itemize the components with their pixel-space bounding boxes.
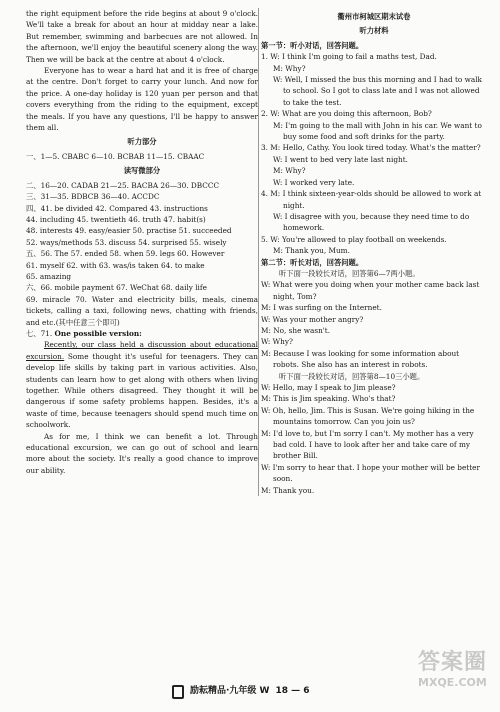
dialogue-line bbox=[261, 51, 487, 62]
exam-title: 衢州市柯城区期末试卷 bbox=[337, 12, 411, 21]
speaker: M: bbox=[270, 143, 281, 153]
listening-answers: 一、1—5. CBABC 6—10. BCBAB 11—15. CBAAC bbox=[26, 151, 205, 161]
footer-brand: 励耘精品·九年级 W bbox=[190, 686, 270, 697]
writing-title: One possible version: bbox=[54, 328, 142, 338]
speaker: M: bbox=[261, 348, 271, 358]
utterance: Oh, hello, Jim. This is Susan. We're going hiking in the mountains tomorrow. Can you join us? bbox=[272, 405, 475, 427]
utterance: What were you doing when your mother came back last night, Tom? bbox=[272, 280, 480, 301]
dialogue-line bbox=[261, 428, 487, 462]
utterance: Hello, Cathy. You look tired today. What's the matter? bbox=[282, 143, 481, 153]
question-number: 5. bbox=[261, 234, 268, 244]
listening-heading: 听力部分 bbox=[127, 137, 157, 147]
page-footer bbox=[172, 683, 332, 701]
utterance: This is Jim speaking. Who's that? bbox=[273, 394, 396, 404]
utterance: Thank you, Mum. bbox=[285, 246, 350, 256]
watermark-text: 答案圈 bbox=[418, 650, 488, 675]
utterance: Was your mother angry? bbox=[272, 314, 364, 324]
utterance: I went to bed very late last night. bbox=[284, 154, 408, 164]
long-dialogue-1-intro: 听下面一段较长对话，回答第6—7两小题。 bbox=[279, 268, 420, 278]
utterance: Why? bbox=[285, 166, 306, 176]
right-column bbox=[258, 8, 487, 496]
answer-line: 三、31—35. BDBCB 36—40. ACCDC bbox=[26, 192, 160, 202]
short-dialogues bbox=[261, 51, 487, 256]
footer-page-number: 18 — 6 bbox=[275, 686, 310, 697]
speaker: W: bbox=[270, 234, 280, 244]
speaker: W: bbox=[270, 109, 280, 119]
answer-line: 61. myself 62. with 63. was/is taken 64. to make bbox=[26, 260, 205, 270]
answer-line: 44. including 45. twentieth 46. truth 47. habit(s) bbox=[26, 214, 206, 224]
dialogue-line bbox=[261, 382, 487, 393]
dialogue-line bbox=[261, 177, 487, 188]
utterance: No, she wasn't. bbox=[273, 325, 331, 335]
speaker: M: bbox=[261, 303, 271, 313]
passage-end-paragraph-1: the right equipment before the ride begins at about 9 o'clock. We'll take a break for about an hour at midday near a lake. But remember, swimming and barbecues are not allowed. In the afternoon, we'll enjoy the beautiful scenery along the way. Then we will be back at the centre at about 4 o'clock. bbox=[26, 9, 258, 64]
dialogue-line bbox=[261, 211, 487, 234]
watermark-logo bbox=[418, 650, 498, 708]
dialogue-line bbox=[261, 314, 487, 325]
question-number: 3. bbox=[261, 143, 268, 153]
writing-heading bbox=[26, 328, 258, 339]
long-dialogue-2 bbox=[261, 382, 487, 496]
utterance: Why? bbox=[272, 337, 293, 347]
utterance: I'm sorry to hear that. I hope your mother will be better soon. bbox=[272, 462, 480, 484]
utterance: I'd love to, but I'm sorry I can't. My mother has a very bad cold. I have to look after her and take care of my brother Bill. bbox=[273, 428, 474, 461]
utterance: What are you doing this afternoon, Bob? bbox=[281, 109, 432, 119]
utterance: You're allowed to play football on weekends. bbox=[281, 234, 447, 244]
dialogue-line bbox=[261, 108, 487, 119]
brand-logo-icon bbox=[172, 685, 184, 699]
utterance: I worked very late. bbox=[284, 177, 355, 187]
speaker: M: bbox=[270, 189, 281, 199]
utterance: Hello, may I speak to Jim please? bbox=[272, 383, 396, 392]
section-1-heading: 第一节：听小对话，回答问题。 bbox=[261, 40, 364, 50]
dialogue-line bbox=[261, 234, 487, 245]
speaker: M: bbox=[273, 63, 283, 73]
answer-line: 二、16—20. CADAB 21—25. BACBA 26—30. DBCCC bbox=[26, 180, 220, 190]
utterance: I'm going to the mall with John in his car. We want to buy some food and soft drinks for the party. bbox=[283, 120, 482, 142]
dialogue-line bbox=[261, 336, 487, 347]
answer-line: 六、66. mobile payment 67. WeChat 68. daily life bbox=[26, 283, 207, 293]
dialogue-line bbox=[261, 485, 487, 496]
speaker: M: bbox=[273, 120, 283, 130]
speaker: W: bbox=[261, 280, 271, 290]
dialogue-line bbox=[261, 120, 487, 143]
dialogue-line bbox=[261, 154, 487, 165]
dialogue-line bbox=[261, 279, 487, 302]
question-number: 4. bbox=[261, 189, 268, 199]
utterance: I think sixteen-year-olds should be allowed to work at night. bbox=[282, 189, 482, 210]
question-number: 1. bbox=[261, 52, 268, 62]
answer-line: 65. amazing bbox=[26, 271, 72, 281]
speaker: M: bbox=[261, 394, 271, 404]
dialogue-line bbox=[261, 462, 487, 485]
material-title: 听力材料 bbox=[359, 26, 389, 36]
reading-writing-heading: 读写微部分 bbox=[123, 166, 161, 176]
left-column bbox=[26, 8, 258, 476]
dialogue-line bbox=[261, 245, 487, 256]
utterance: Because I was looking for some information about robots. She also has an interest in robots. bbox=[273, 348, 460, 370]
question-number: 2. bbox=[261, 109, 268, 119]
speaker: M: bbox=[261, 485, 271, 495]
long-dialogue-1 bbox=[261, 279, 487, 370]
dialogue-line bbox=[261, 63, 487, 74]
writing-label: 七、71. bbox=[26, 328, 53, 338]
dialogue-line bbox=[261, 405, 487, 428]
utterance: Why? bbox=[285, 63, 306, 73]
essay-paragraph-1-rest: Some thought it's useful for teenagers. They can develop life skills by taking part in various activities. Also, students can learn how to get along with others when living together. While others disagreed. They thought it will be dangerous if some safety problems happen. Besides, it's a waste of time, because teenagers should spend much time on schoolwork. bbox=[26, 351, 258, 430]
speaker: W: bbox=[273, 211, 283, 221]
speaker: W: bbox=[273, 75, 283, 85]
utterance: I was surfing on the Internet. bbox=[273, 303, 382, 313]
long-dialogue-2-intro: 听下面一段较长对话，回答第8—10三小题。 bbox=[279, 371, 425, 381]
essay-paragraph-2: As for me, I think we can benefit a lot. Through educational excursion, we can go out of school and learn more about the society. It's really a good chance to improve our ability. bbox=[26, 431, 258, 475]
answer-line: 48. interests 49. easy/easier 50. practise 51. succeeded bbox=[26, 226, 232, 236]
answer-line: 五、56. The 57. ended 58. when 59. legs 60. However bbox=[26, 249, 225, 259]
speaker: W: bbox=[261, 462, 271, 472]
dialogue-line bbox=[261, 142, 487, 153]
dialogue-line bbox=[261, 325, 487, 336]
utterance: I think I'm going to fail a maths test, Dad. bbox=[281, 52, 437, 62]
speaker: W: bbox=[273, 154, 283, 164]
answer-line: 52. ways/methods 53. discuss 54. surprised 55. wisely bbox=[26, 237, 227, 247]
dialogue-line bbox=[261, 302, 487, 313]
speaker: W: bbox=[261, 405, 271, 415]
speaker: W: bbox=[261, 383, 271, 392]
utterance: I disagree with you, because they need time to do homework. bbox=[283, 211, 470, 233]
answer-line: 四、41. be divided 42. Compared 43. instructions bbox=[26, 203, 208, 213]
speaker: M: bbox=[261, 428, 271, 438]
dialogue-line bbox=[261, 188, 487, 211]
watermark-url: MXQE.COM bbox=[418, 676, 487, 689]
speaker: M: bbox=[273, 246, 283, 256]
dialogue-line bbox=[261, 74, 487, 108]
passage-end-paragraph-2: Everyone has to wear a hard hat and it is free of charge at the centre. Don't forget to carry your lunch. And now for the price. A one-day holiday is 120 yuan per person and that covers everything from the riding to the equipment, except the meals. If you have any questions, I'll be happy to answer them all. bbox=[26, 66, 258, 133]
essay-paragraph-1 bbox=[26, 339, 258, 430]
speaker: W: bbox=[261, 337, 271, 347]
answer-line: 69. miracle 70. Water and electricity bills, meals, cinema tickets, calling a taxi, following news, chatting with friends, and etc.(其中任意三个即可) bbox=[26, 294, 258, 327]
dialogue-line bbox=[261, 348, 487, 371]
section-2-heading: 第二节：听长对话，回答问题。 bbox=[261, 257, 364, 267]
dialogue-line bbox=[261, 165, 487, 176]
utterance: Thank you. bbox=[273, 485, 315, 495]
speaker: M: bbox=[261, 325, 271, 335]
speaker: W: bbox=[261, 314, 271, 324]
essay-underlined-sentence: Recently, our class held a discussion about educational excursion. bbox=[26, 340, 258, 361]
speaker: W: bbox=[270, 52, 280, 62]
utterance: Well, I missed the bus this morning and I had to walk to school. So I got to class late and I was not allowed to take the test. bbox=[283, 75, 482, 107]
speaker: W: bbox=[273, 177, 283, 187]
dialogue-line bbox=[261, 393, 487, 404]
speaker: M: bbox=[273, 166, 283, 176]
